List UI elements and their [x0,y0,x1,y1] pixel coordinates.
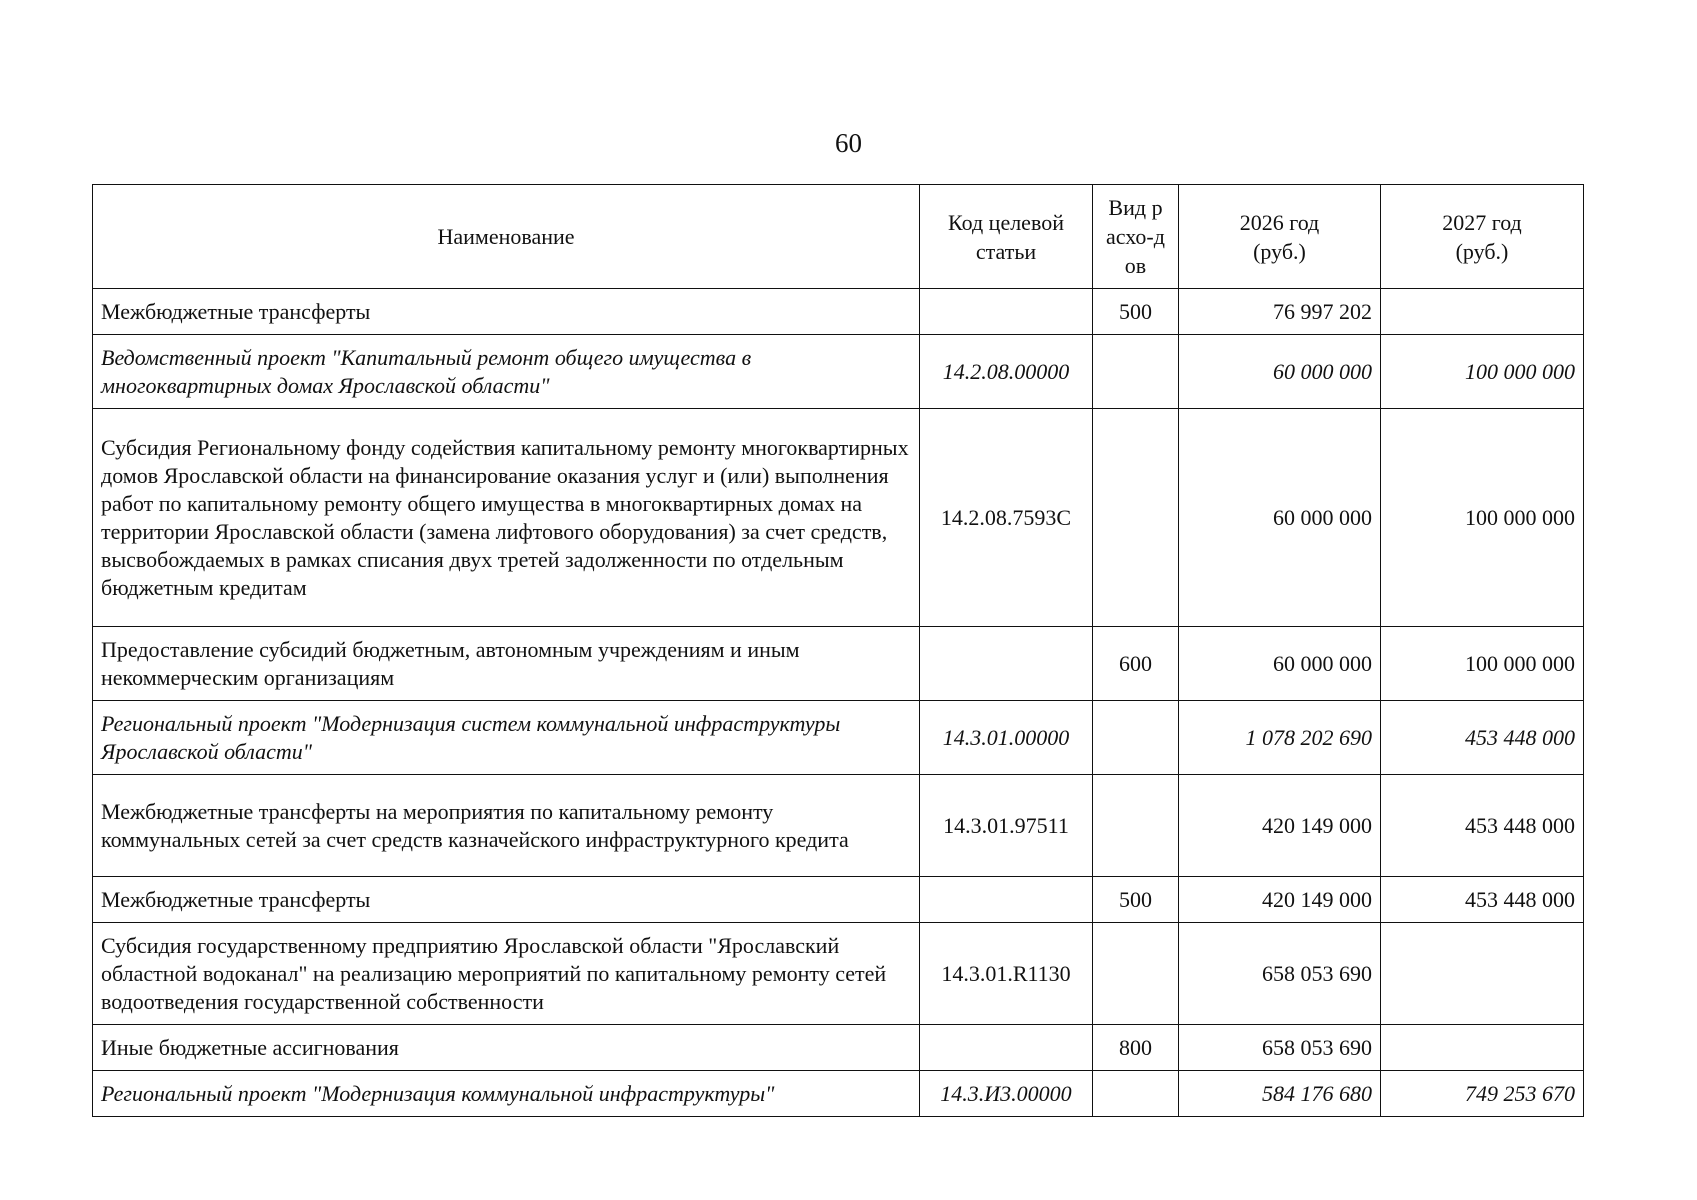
header-year-2027 [1381,185,1584,289]
table-row [93,1025,1584,1071]
header-kind-text: Вид расхо-дов [1106,195,1165,278]
cell-year-2027: 453 448 000 [1381,701,1584,775]
table-body [93,289,1584,1117]
cell-code: 14.2.08.7593C [920,409,1093,627]
cell-year-2027: 749 253 670 [1381,1071,1584,1117]
cell-code [920,877,1093,923]
cell-kind [1093,1071,1179,1117]
header-kind [1093,185,1179,289]
header-code-text: Код целевой статьи [948,209,1064,264]
cell-code [920,289,1093,335]
cell-name: Субсидия государственному предприятию Ярославской области "Ярославский областной водоканал" на реализацию мероприятий по капитальному ремонту сетей водоотведения государственной собственности [93,923,920,1025]
cell-year-2026: 60 000 000 [1179,409,1381,627]
cell-code [920,1025,1093,1071]
cell-year-2027: 453 448 000 [1381,775,1584,877]
cell-year-2027 [1381,923,1584,1025]
cell-name: Субсидия Региональному фонду содействия капитальному ремонту многоквартирных домов Ярославской области на финансирование оказания услуг и (или) выполнения работ по капитальному ремонту общего имущества в многоквартирных домах на территории Ярославской области (замена лифтового оборудования) за счет средств, высвобождаемых в рамках списания двух третей задолженности по отдельным бюджетным кредитам [93,409,920,627]
table-row [93,877,1584,923]
cell-year-2026: 658 053 690 [1179,1025,1381,1071]
cell-year-2026: 1 078 202 690 [1179,701,1381,775]
table-row [93,409,1584,627]
cell-kind: 800 [1093,1025,1179,1071]
cell-name: Иные бюджетные ассигнования [93,1025,920,1071]
cell-year-2026: 420 149 000 [1179,877,1381,923]
cell-name: Ведомственный проект "Капитальный ремонт общего имущества в многоквартирных домах Ярославской области" [93,335,920,409]
cell-kind [1093,335,1179,409]
cell-name: Межбюджетные трансферты [93,877,920,923]
cell-name: Региональный проект "Модернизация систем коммунальной инфраструктуры Ярославской области" [93,701,920,775]
cell-year-2027: 100 000 000 [1381,409,1584,627]
header-name: Наименование [93,185,920,289]
cell-code [920,627,1093,701]
cell-kind [1093,409,1179,627]
cell-year-2026: 60 000 000 [1179,627,1381,701]
table-row [93,775,1584,877]
cell-kind: 600 [1093,627,1179,701]
table-row [93,289,1584,335]
cell-year-2027 [1381,1025,1584,1071]
cell-year-2026: 76 997 202 [1179,289,1381,335]
header-year-2027-text: 2027 год (руб.) [1442,209,1522,264]
cell-kind [1093,701,1179,775]
table-row [93,1071,1584,1117]
cell-name: Межбюджетные трансферты [93,289,920,335]
table-row [93,701,1584,775]
cell-kind [1093,775,1179,877]
cell-name: Предоставление субсидий бюджетным, автономным учреждениям и иным некоммерческим организациям [93,627,920,701]
header-year-2026-text: 2026 год (руб.) [1239,209,1320,264]
cell-kind: 500 [1093,877,1179,923]
cell-year-2026: 584 176 680 [1179,1071,1381,1117]
cell-year-2027 [1381,289,1584,335]
cell-year-2026: 658 053 690 [1179,923,1381,1025]
table-header-row [93,185,1584,289]
cell-kind: 500 [1093,289,1179,335]
cell-name: Межбюджетные трансферты на мероприятия по капитальному ремонту коммунальных сетей за счет средств казначейского инфраструктурного кредита [93,775,920,877]
cell-year-2026: 420 149 000 [1179,775,1381,877]
cell-year-2027: 100 000 000 [1381,627,1584,701]
cell-code: 14.3.01.00000 [920,701,1093,775]
table-row [93,923,1584,1025]
cell-kind [1093,923,1179,1025]
header-code [920,185,1093,289]
cell-year-2027: 100 000 000 [1381,335,1584,409]
cell-code: 14.3.01.97511 [920,775,1093,877]
cell-year-2027: 453 448 000 [1381,877,1584,923]
cell-code: 14.2.08.00000 [920,335,1093,409]
page-number: 60 [835,128,862,158]
cell-name: Региональный проект "Модернизация коммунальной инфраструктуры" [93,1071,920,1117]
cell-code: 14.3.01.R1130 [920,923,1093,1025]
table-row [93,627,1584,701]
budget-table [92,184,1584,1117]
cell-year-2026: 60 000 000 [1179,335,1381,409]
table-row [93,335,1584,409]
header-year-2026 [1179,185,1381,289]
cell-code: 14.3.И3.00000 [920,1071,1093,1117]
